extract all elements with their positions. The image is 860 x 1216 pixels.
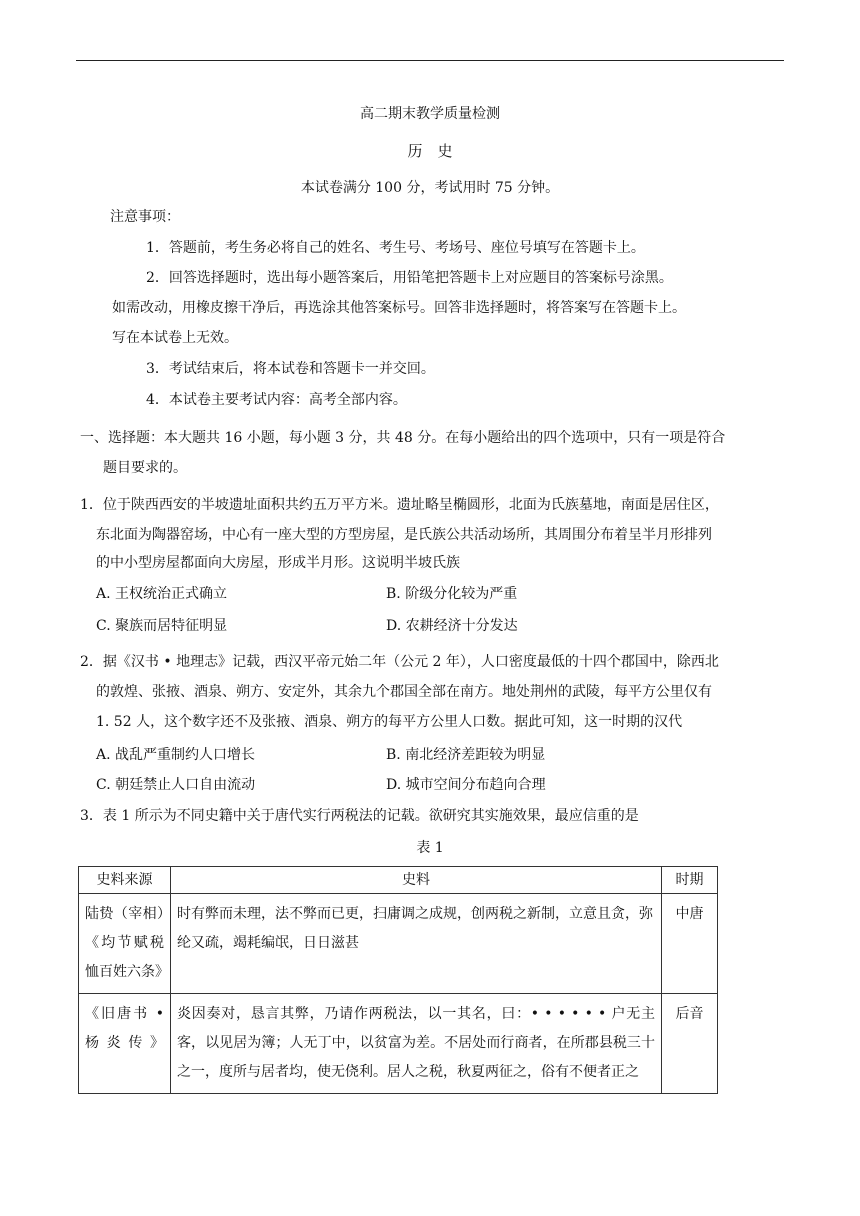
q3-stem: 3．表 1 所示为不同史籍中关于唐代实行两税法的记载。欲研究其实施效果，最应信重的是 xyxy=(80,808,639,824)
q2-option-a: A. 战乱严重制约人口增长 xyxy=(96,747,256,763)
row-period: 中唐 xyxy=(662,894,718,994)
subject-title: 历 史 xyxy=(407,142,453,160)
exam-title: 高二期末教学质量检测 xyxy=(360,106,500,122)
q1-stem-2: 东北面为陶器窑场，中心有一座大型的方型房屋，是氏族公共活动场所，其周围分布着呈半月形排列 xyxy=(96,527,712,543)
header-rule xyxy=(76,60,784,61)
row-text: 炎因奏对，恳言其弊，乃请作两税法，以一其名，曰：• • • • • • 户无主客，以见居为簿；人无丁中，以贫富为差。不居处而行商者，在所郡县税三十之一，度所与居者均，使无侥利。居人之税，秋夏两征之，俗有不便者正之 xyxy=(171,994,662,1094)
row-source: 陆贽（宰相）《均节赋税恤百姓六条》 xyxy=(79,894,171,994)
section-1-heading-cont: 题目要求的。 xyxy=(103,460,187,476)
note-2-end: 写在本试卷上无效。 xyxy=(112,330,238,346)
q1-option-a: A. 王权统治正式确立 xyxy=(96,586,228,602)
section-1-heading: 一、选择题：本大题共 16 小题，每小题 3 分，共 48 分。在每小题给出的四个选项中，只有一项是符合 xyxy=(80,430,726,446)
note-2: 2．回答选择题时，选出每小题答案后，用铅笔把答题卡上对应题目的答案标号涂黑。 xyxy=(146,270,673,286)
header-text: 史料 xyxy=(171,867,662,894)
q1-stem-3: 的中小型房屋都面向大房屋，形成半月形。这说明半坡氏族 xyxy=(96,555,460,571)
note-1: 1．答题前，考生务必将自己的姓名、考生号、考场号、座位号填写在答题卡上。 xyxy=(146,240,645,256)
exam-info: 本试卷满分 100 分，考试用时 75 分钟。 xyxy=(300,180,560,196)
q2-stem: 2．据《汉书 • 地理志》记载，西汉平帝元始二年（公元 2 年），人口密度最低的十四个郡国中，除西北 xyxy=(80,654,719,670)
q1-option-b: B. 阶级分化较为严重 xyxy=(386,586,518,602)
q2-stem-2: 的敦煌、张掖、酒泉、朔方、安定外，其余九个郡国全部在南方。地处荆州的武陵，每平方公里仅有 xyxy=(96,684,712,700)
q1-stem: 1．位于陕西西安的半坡遗址面积共约五万平方米。遗址略呈椭圆形，北面为氏族墓地，南面是居住区， xyxy=(80,497,719,513)
notes-heading: 注意事项： xyxy=(110,209,180,225)
note-4: 4．本试卷主要考试内容：高考全部内容。 xyxy=(146,392,407,408)
row-text: 时有弊而未理，法不弊而已更，扫庸调之成规，创两税之新制，立意且贪，弥纶又疏，竭耗编氓，日日滋甚 xyxy=(171,894,662,994)
q1-option-c: C. 聚族而居特征明显 xyxy=(96,618,228,634)
q2-option-b: B. 南北经济差距较为明显 xyxy=(386,747,546,763)
note-3: 3．考试结束后，将本试卷和答题卡一并交回。 xyxy=(146,361,435,377)
history-table xyxy=(78,866,718,1094)
q1-option-d: D. 农耕经济十分发达 xyxy=(386,618,518,634)
row-period: 后音 xyxy=(662,994,718,1094)
table-caption: 表 1 xyxy=(416,840,444,856)
table-row xyxy=(79,994,718,1094)
q2-option-d: D. 城市空间分布趋向合理 xyxy=(386,777,546,793)
header-source: 史料来源 xyxy=(79,867,171,894)
table-row xyxy=(79,894,718,994)
row-source: 《旧唐书 • 杨炎传》 xyxy=(79,994,171,1094)
note-2-cont: 如需改动，用橡皮擦干净后，再选涂其他答案标号。回答非选择题时，将答案写在答题卡上。 xyxy=(112,300,686,316)
table-header-row xyxy=(79,867,718,894)
q2-option-c: C. 朝廷禁止人口自由流动 xyxy=(96,777,256,793)
q2-stem-3: 1. 52 人，这个数字还不及张掖、酒泉、朔方的每平方公里人口数。据此可知，这一时期的汉代 xyxy=(96,714,683,730)
header-period: 时期 xyxy=(662,867,718,894)
